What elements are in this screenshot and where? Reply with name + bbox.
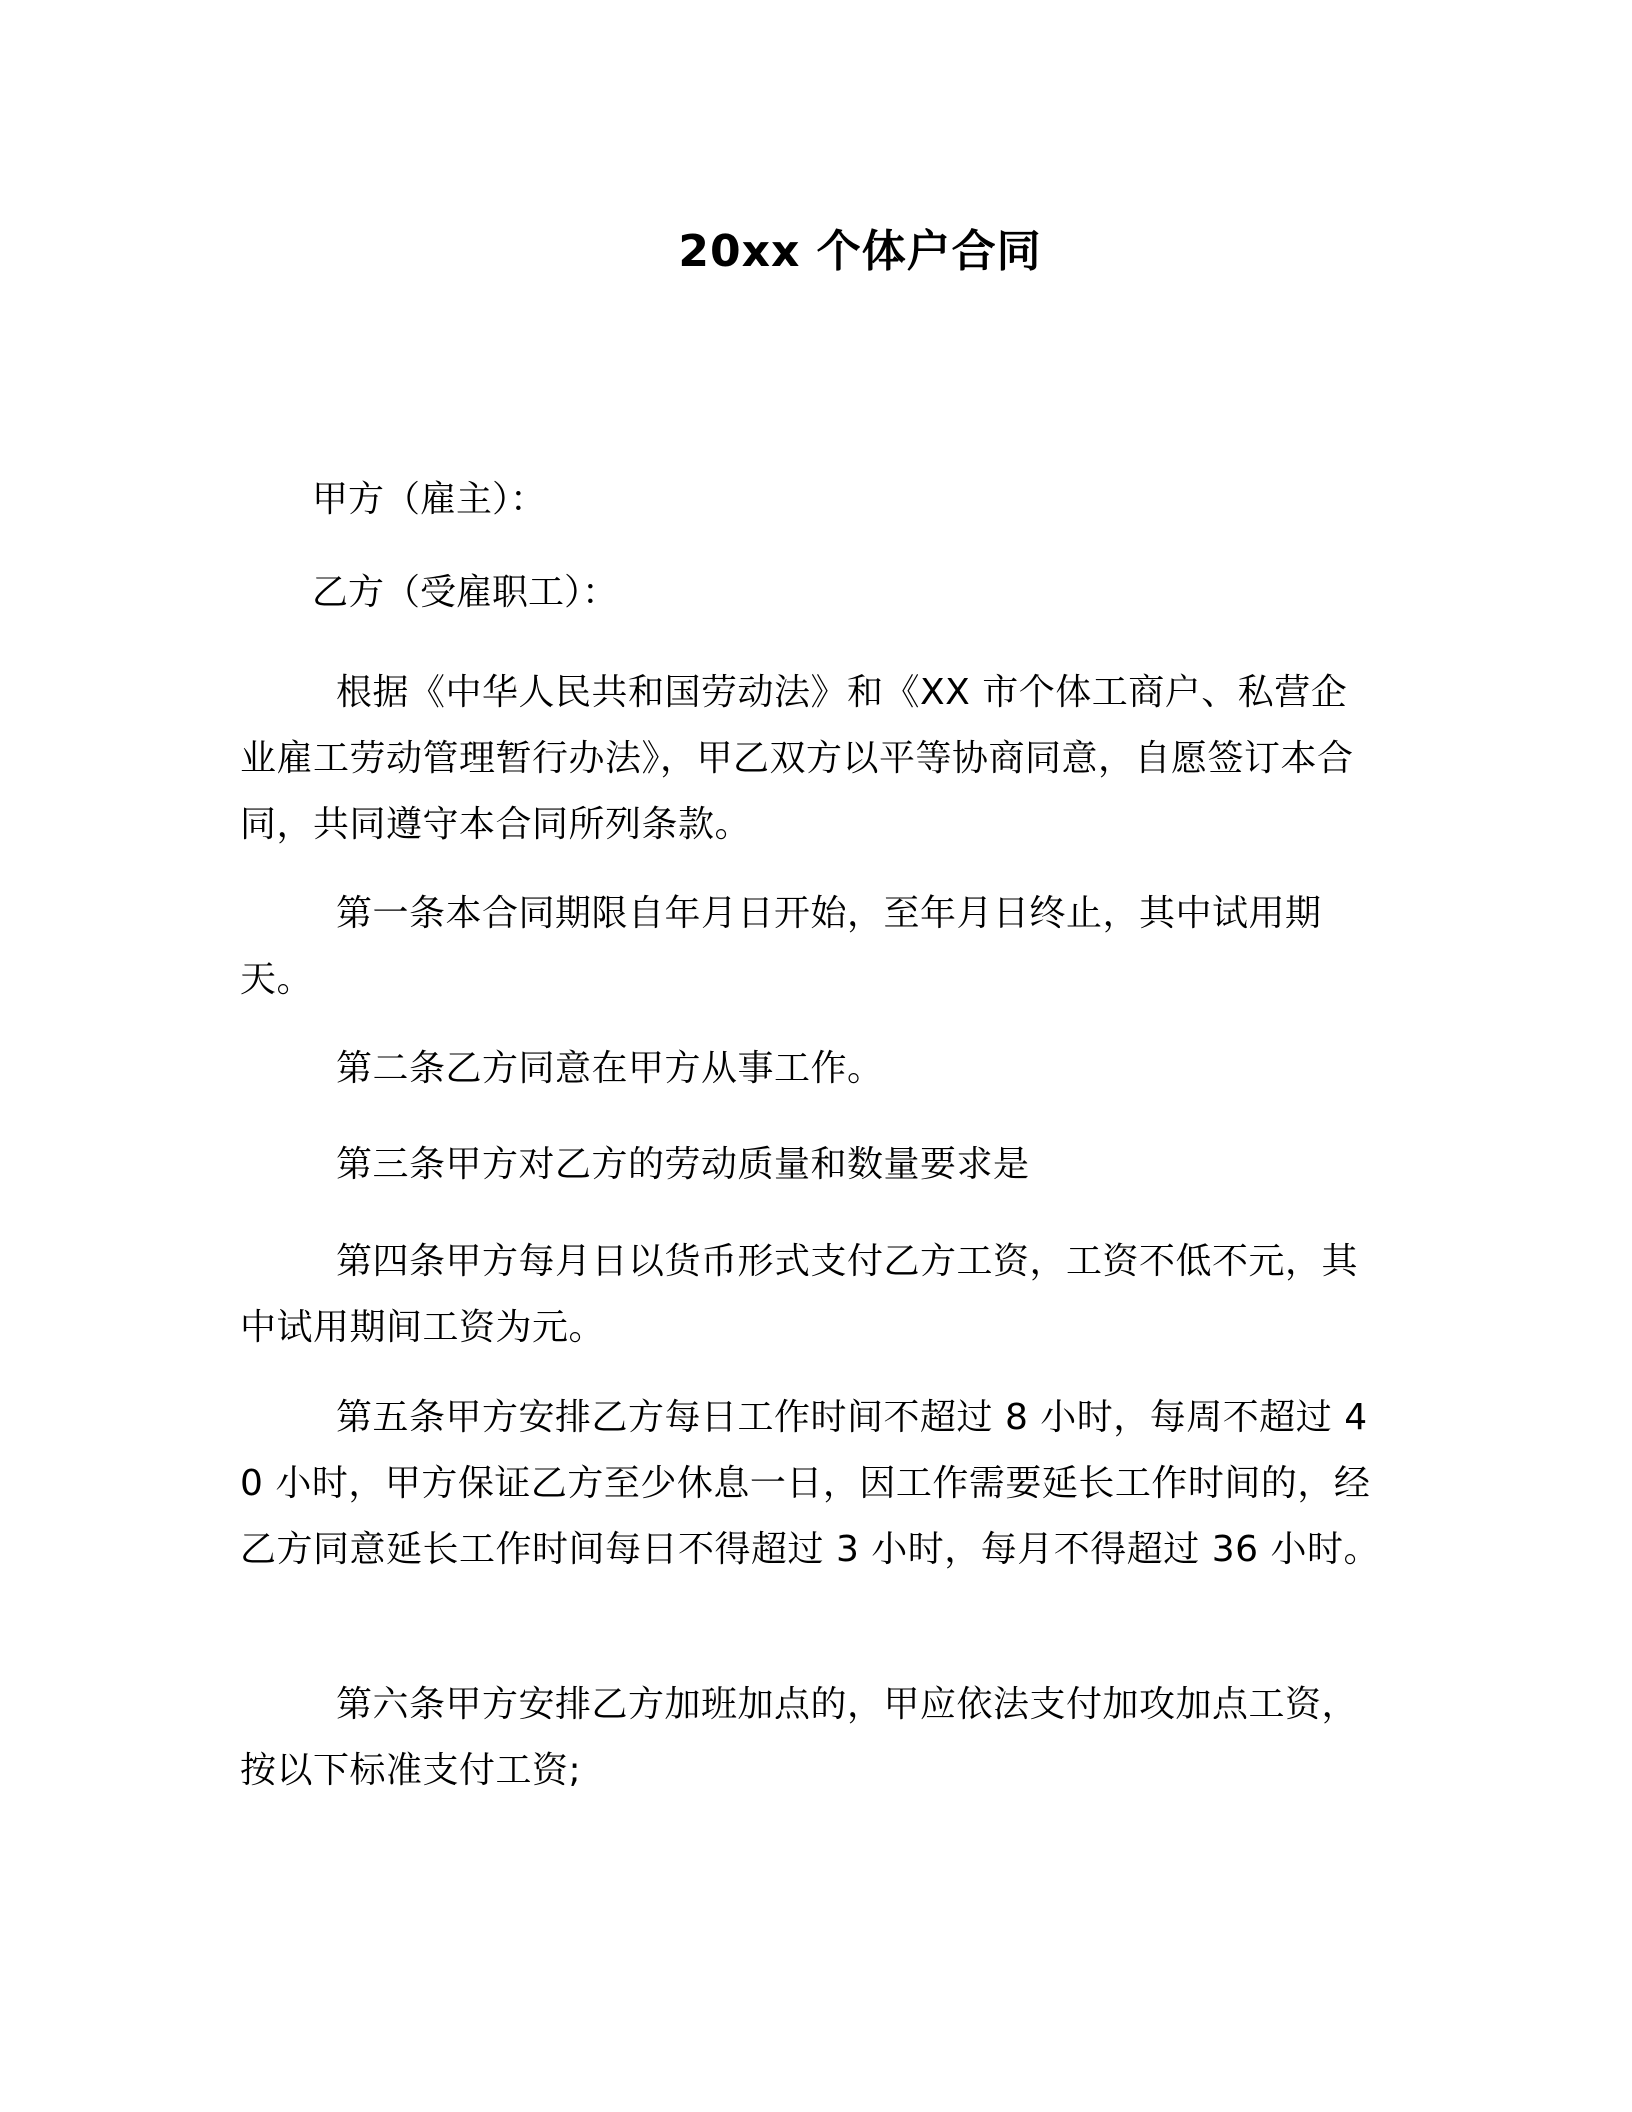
article-3: 第三条甲方对乙方的劳动质量和数量要求是 xyxy=(336,1144,1030,1185)
document-title: 20xx 个体户合同 xyxy=(678,226,1042,277)
article-2: 第二条乙方同意在甲方从事工作。 xyxy=(336,1048,884,1089)
article-4: 第四条甲方每月日以货币形式支付乙方工资，工资不低不元，其中试用期间工资为元。 xyxy=(240,1241,1359,1348)
article-6: 第六条甲方安排乙方加班加点的，甲应依法支付加攻加点工资，按以下标准支付工资; xyxy=(240,1684,1359,1791)
article-5: 第五条甲方安排乙方每日工作时间不超过 8 小时，每周不超过 40 小时，甲方保证乙方至少休息一日，因工作需要延长工作时间的，经乙方同意延长工作时间每日不得超过 3 小时，每月不得超过 36 小时。 xyxy=(240,1397,1380,1570)
article-1: 第一条本合同期限自年月日开始，至年月日终止，其中试用期天。 xyxy=(240,893,1322,1000)
party-b-line: 乙方（受雇职工）： xyxy=(312,572,619,613)
party-a-line: 甲方（雇主）： xyxy=(312,479,547,520)
preamble-paragraph: 根据《中华人民共和国劳动法》和《XX 市个体工商户、私营企业雇工劳动管理暂行办法》，甲乙双方以平等协商同意，自愿签订本合同，共同遵守本合同所列条款。 xyxy=(240,672,1354,845)
